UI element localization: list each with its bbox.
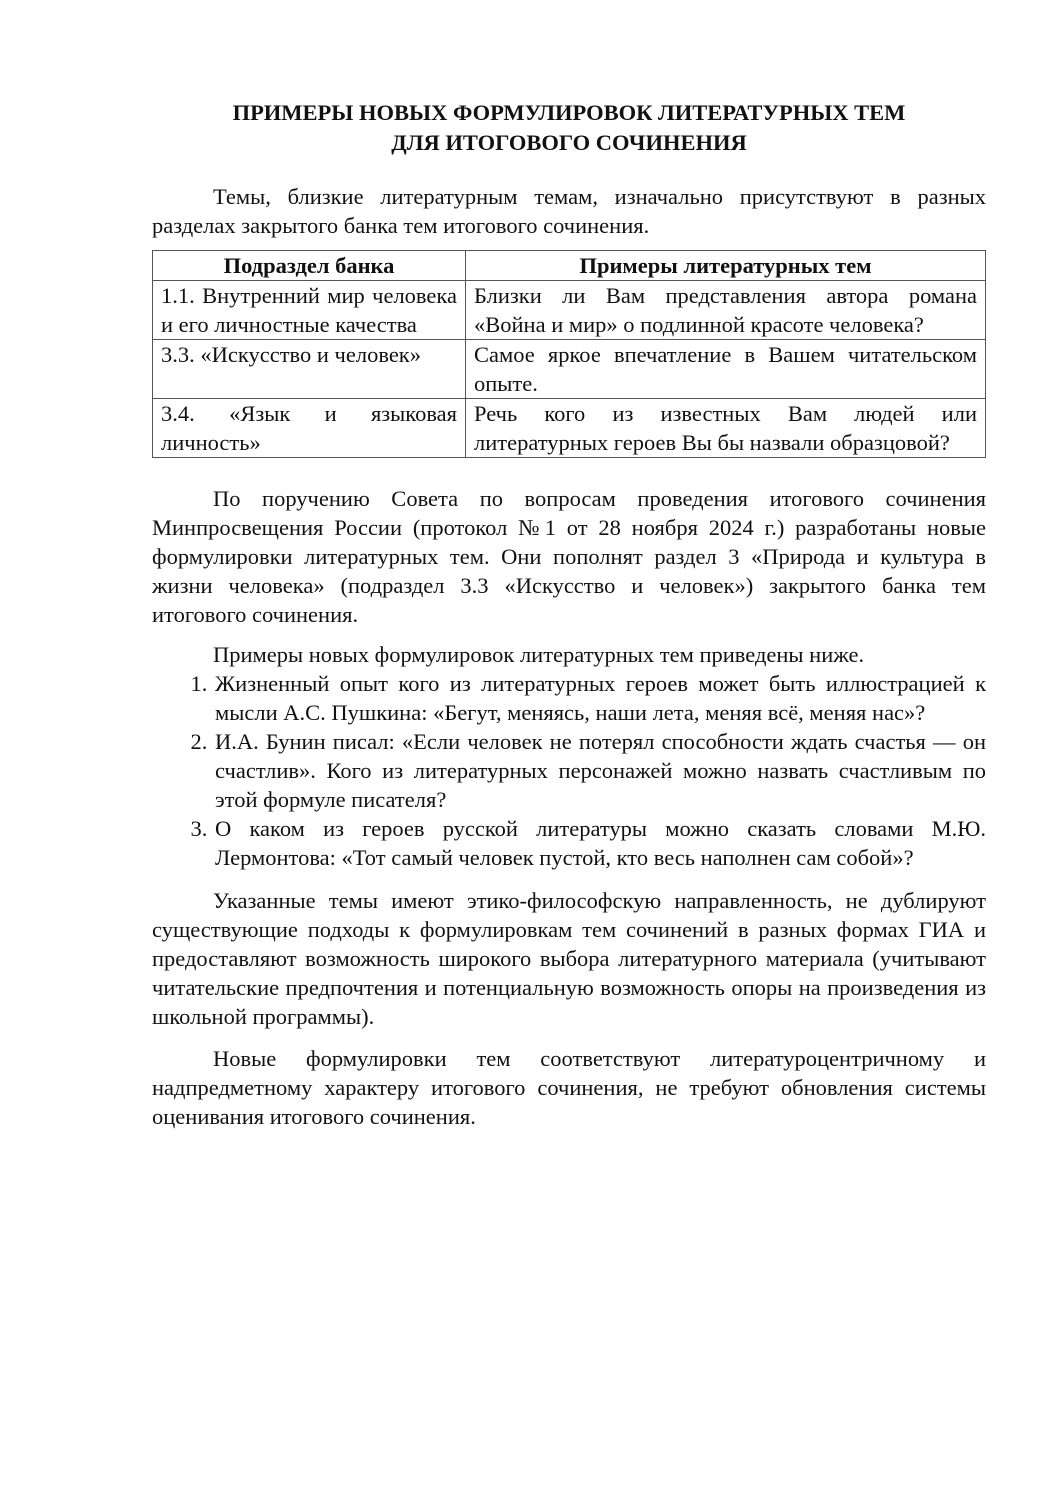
council-paragraph: По поручению Совета по вопросам проведения итогового сочинения Минпросвещения России (протокол №1 от 28 ноября 2024 г.) разработаны новые формулировки литературных тем. Они пополнят раздел 3 «Природа и культура в жизни человека» (подраздел 3.3 «Искусство и человек») закрытого банка тем итогового сочинения. bbox=[152, 486, 986, 627]
table-cell-section: 3.4. «Язык и языковая личность» bbox=[153, 399, 466, 458]
table-cell-example: Самое яркое впечатление в Вашем читательском опыте. bbox=[466, 340, 986, 399]
topics-table bbox=[152, 250, 986, 458]
intro-paragraph: Темы, близкие литературным темам, изначально присутствуют в разных разделах закрытого банка тем итогового сочинения. bbox=[152, 184, 986, 238]
orientation-paragraph: Указанные темы имеют этико-философскую направленность, не дублируют существующие подходы к формулировкам тем сочинений в разных формах ГИА и предоставляют возможность широкого выбора литературного материала (учитывают читательские предпочтения и потенциальную возможность опоры на произведения из школьной программы). bbox=[152, 888, 986, 1029]
title-line-1: ПРИМЕРЫ НОВЫХ ФОРМУЛИРОВОК ЛИТЕРАТУРНЫХ ТЕМ bbox=[232, 100, 906, 125]
table-cell-example: Речь кого из известных Вам людей или литературных героев Вы бы назвали образцовой? bbox=[466, 399, 986, 458]
list-item: 3. О каком из героев русской литературы можно сказать словами М.Ю. Лермонтова: «Тот самый человек пустой, кто весь наполнен сам собой»? bbox=[213, 814, 986, 872]
table-cell-section: 3.3. «Искусство и человек» bbox=[153, 340, 466, 399]
table-row bbox=[153, 340, 986, 399]
list-item: 2. И.А. Бунин писал: «Если человек не потерял способности ждать счастья — он счастлив». Кого из литературных персонажей можно назвать счастливым по этой формуле писателя? bbox=[213, 727, 986, 814]
column-header-examples: Примеры литературных тем bbox=[466, 251, 986, 281]
table-row bbox=[153, 281, 986, 340]
title-line-2: ДЛЯ ИТОГОВОГО СОЧИНЕНИЯ bbox=[391, 130, 747, 155]
conclusion-paragraph: Новые формулировки тем соответствуют литературоцентричному и надпредметному характеру итогового сочинения, не требуют обновления системы оценивания итогового сочинения. bbox=[152, 1046, 986, 1129]
column-header-section: Подраздел банка bbox=[153, 251, 466, 281]
list-item: 1. Жизненный опыт кого из литературных героев может быть иллюстрацией к мысли А.С. Пушкина: «Бегут, меняясь, наши лета, меняя всё, меняя нас»? bbox=[213, 669, 986, 727]
document-title bbox=[152, 98, 986, 158]
table-cell-section: 1.1. Внутренний мир человека и его личностные качества bbox=[153, 281, 466, 340]
examples-list bbox=[152, 669, 986, 872]
table-header-row bbox=[153, 251, 986, 281]
table-cell-example: Близки ли Вам представления автора романа «Война и мир» о подлинной красоте человека? bbox=[466, 281, 986, 340]
table-row bbox=[153, 399, 986, 458]
examples-intro: Примеры новых формулировок литературных тем приведены ниже. bbox=[213, 642, 865, 667]
document-page bbox=[152, 98, 986, 1131]
